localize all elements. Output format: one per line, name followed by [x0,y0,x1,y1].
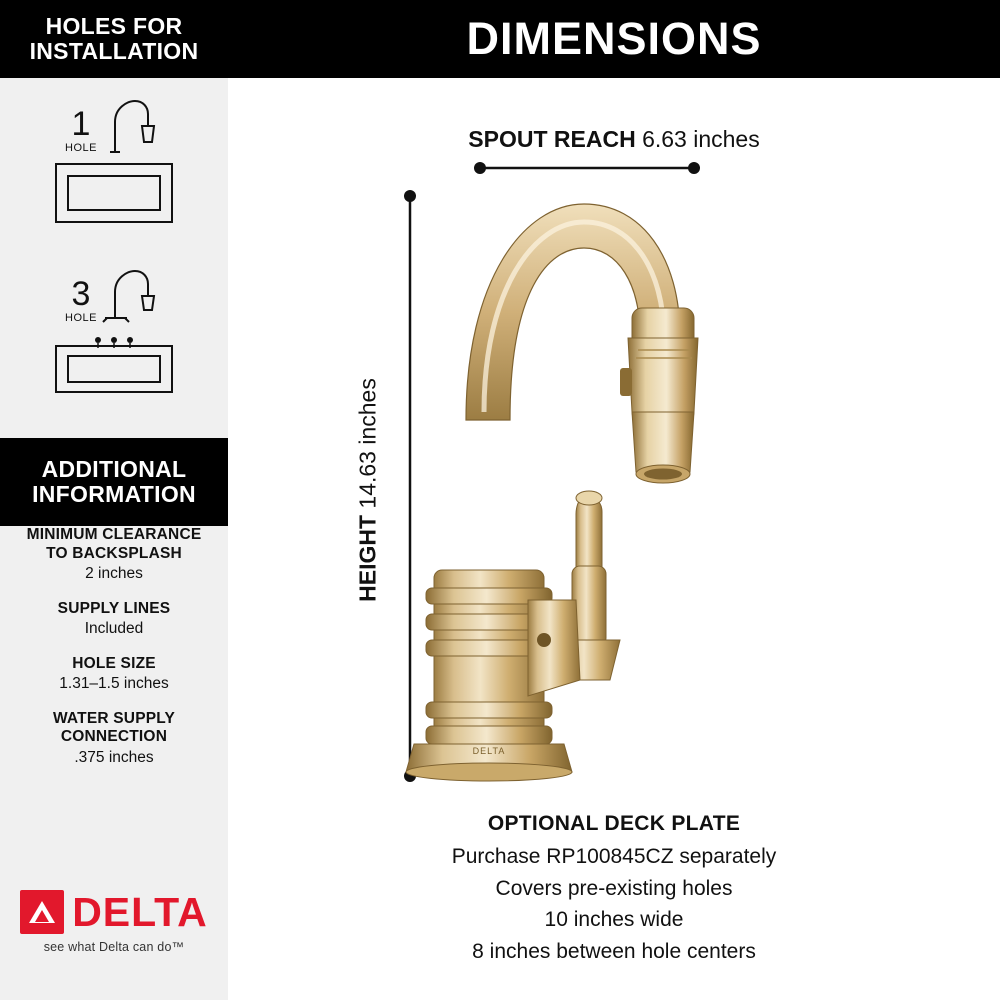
info-value-minimum-clearance: 2 inches [85,565,143,583]
main-panel [228,0,1000,1000]
faucet-illustration [406,204,698,781]
height-label-text: HEIGHT [354,514,381,602]
info-label-line1: MINIMUM CLEARANCE [26,526,202,543]
hole-option-1 [0,96,228,224]
info-value-water-supply-connection: .375 inches [74,748,154,766]
faucet-dimension-drawing [228,100,1000,820]
info-item-supply-lines [0,600,228,639]
info-value-hole-size: 1.31–1.5 inches [59,675,169,693]
delta-tagline: see what Delta can do™ [43,940,185,954]
page-title: DIMENSIONS [228,0,1000,78]
info-item-water-supply-connection [0,710,228,768]
info-item-minimum-clearance [0,526,228,584]
spout-reach-measure-line [474,162,700,174]
brand-logo [0,890,228,954]
hole-option-1-word: HOLE [65,142,97,154]
svg-text:DELTA: DELTA [472,746,506,756]
delta-triangle-icon [20,890,64,934]
faucet-one-hole-icon [101,96,163,154]
info-label-water-supply-line1: WATER SUPPLY [52,709,176,727]
height-value: 14.63 inches [354,378,381,509]
spout-reach-value: 6.63 inches [642,126,760,152]
holes-header-line2: INSTALLATION [29,38,199,64]
info-label-water-supply-line2: CONNECTION [60,728,168,746]
faucet-body [406,570,580,781]
info-label-supply-lines: SUPPLY LINES [57,599,171,617]
additional-information-header [0,438,228,526]
sink-outline-one-hole-icon [54,162,174,224]
hole-option-3-word: HOLE [65,312,97,324]
pull-down-spray-head [620,308,698,483]
holes-diagrams [0,78,228,430]
sidebar [0,0,228,1000]
additional-header-line2: INFORMATION [32,481,196,507]
sink-outline-three-hole-icon [54,332,174,394]
delta-wordmark: DELTA [72,888,208,935]
info-label-hole-size: HOLE SIZE [72,654,156,672]
additional-information-list [0,526,228,783]
deck-plate-line-2: Covers pre-existing holes [495,876,733,900]
deck-plate-title: OPTIONAL DECK PLATE [487,812,741,835]
optional-deck-plate-section [228,812,1000,967]
holes-header-line1: HOLES FOR [45,12,183,39]
hole-option-1-number: 1 [71,105,91,143]
deck-plate-line-4: 8 inches between hole centers [472,939,756,963]
deck-plate-line-3: 10 inches wide [544,908,684,931]
hole-option-3-number: 3 [71,275,91,313]
info-item-hole-size [0,655,228,694]
info-value-supply-lines: Included [84,620,144,638]
info-label-line2: TO BACKSPLASH [46,544,182,562]
hole-option-3 [0,266,228,394]
spout-reach-label-text: SPOUT REACH [468,126,636,152]
holes-for-installation-header [0,0,228,78]
height-measure-line [404,190,416,782]
additional-header-line1: ADDITIONAL [41,455,187,482]
deck-plate-line-1: Purchase RP100845CZ separately [451,845,777,868]
faucet-three-hole-icon [101,266,163,324]
